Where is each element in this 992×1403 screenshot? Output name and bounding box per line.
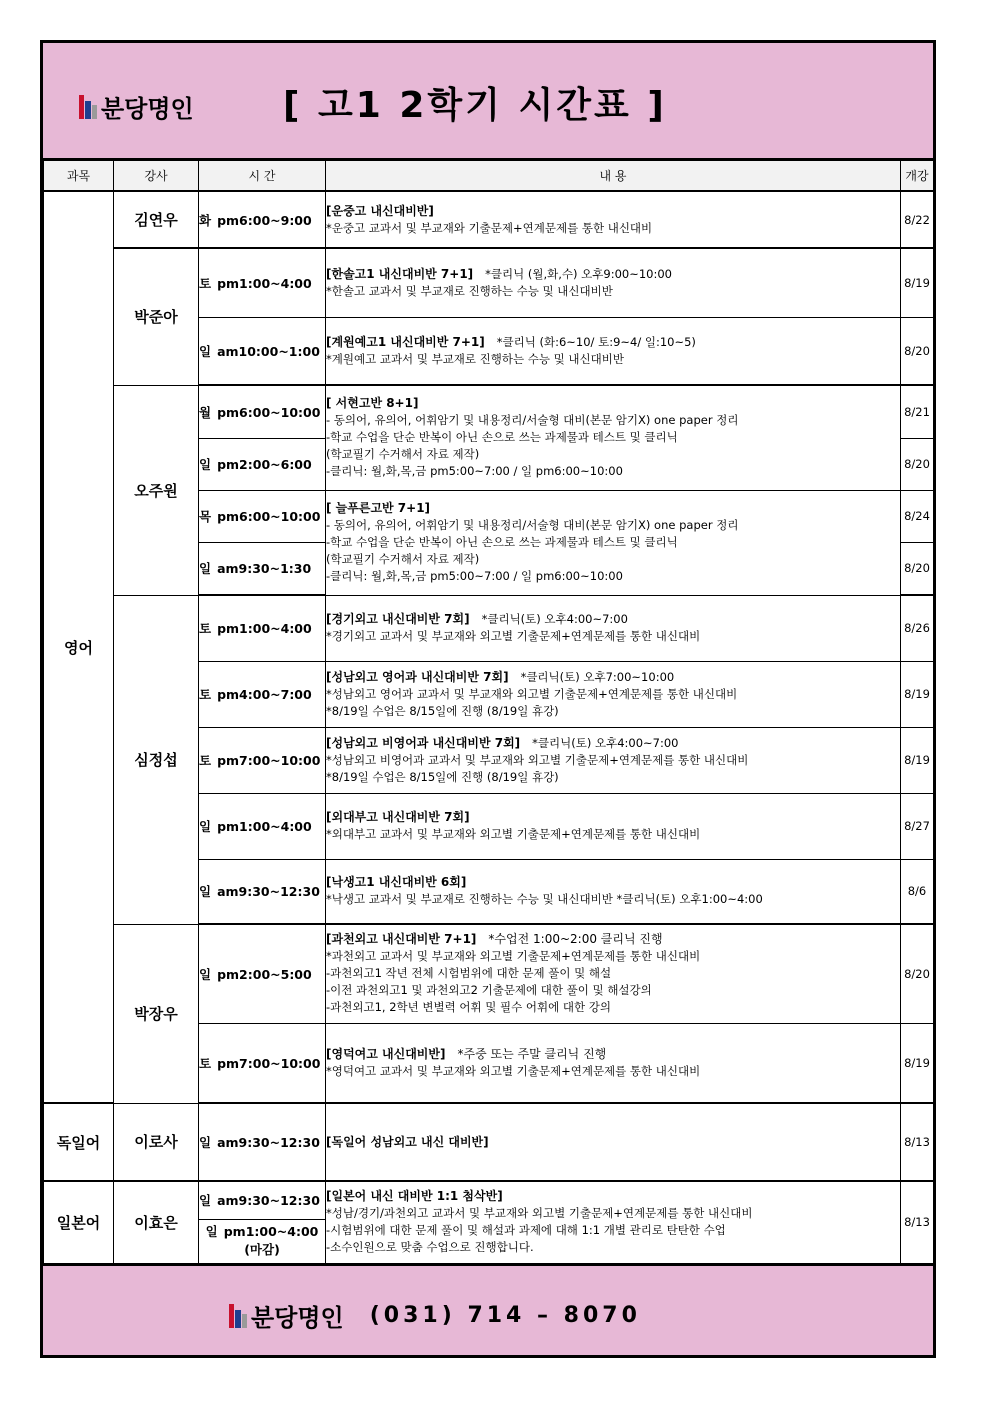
open-date: 8/13 bbox=[901, 1103, 934, 1181]
open-date: 8/19 bbox=[901, 661, 934, 727]
open-date: 8/19 bbox=[901, 1023, 934, 1103]
class-hours: am9:30~12:30 bbox=[217, 1135, 320, 1150]
class-desc: - 동의어, 유의어, 어휘암기 및 내용정리/서술형 대비(본문 암기X) one paper 정리 bbox=[326, 518, 739, 532]
class-content bbox=[326, 661, 901, 727]
class-hours: pm1:00~4:00 bbox=[217, 819, 312, 834]
class-content bbox=[326, 727, 901, 793]
subject-japanese: 일본어 bbox=[44, 1181, 114, 1263]
class-day: 월 bbox=[199, 404, 212, 420]
col-content: 내 용 bbox=[326, 161, 901, 192]
teacher-name: 김연우 bbox=[114, 191, 199, 248]
class-hours: am9:30~12:30 bbox=[217, 1193, 320, 1209]
teacher-name: 박준아 bbox=[114, 248, 199, 385]
class-time bbox=[199, 248, 326, 317]
class-desc: *한솔고 교과서 및 부교재로 진행하는 수능 및 내신대비반 bbox=[326, 283, 613, 298]
class-day: 일 bbox=[199, 819, 212, 834]
class-time bbox=[199, 1023, 326, 1103]
teacher-name: 심정섭 bbox=[114, 595, 199, 924]
class-day: 토 bbox=[199, 621, 212, 637]
class-title: [성남외고 비영어과 내신대비반 7회] bbox=[326, 735, 521, 750]
class-desc: *운중고 교과서 및 부교재와 기출문제+연계문제를 통한 내신대비 bbox=[326, 220, 653, 235]
class-title: [과천외고 내신대비반 7+1] bbox=[326, 932, 477, 947]
class-desc: -학교 수업을 단순 반복이 아닌 손으로 쓰는 과제물과 테스트 및 클리닉 bbox=[326, 535, 678, 549]
class-day: 토 bbox=[199, 687, 212, 702]
open-date: 8/21 bbox=[901, 385, 934, 438]
table-row bbox=[44, 1103, 934, 1181]
class-day: 일 bbox=[205, 1224, 218, 1239]
class-desc: *낙생고 교과서 및 부교재로 진행하는 수능 및 내신대비반 *클리닉(토) 오후1:00~4:00 bbox=[326, 892, 763, 907]
class-desc: *계원예고 교과서 및 부교재로 진행하는 수능 및 내신대비반 bbox=[326, 351, 624, 366]
class-content bbox=[326, 1023, 901, 1103]
class-content bbox=[326, 793, 901, 859]
col-open: 개강 bbox=[901, 161, 934, 192]
class-time bbox=[199, 1181, 326, 1219]
clinic-note: *클리닉(토) 오후4:00~7:00 bbox=[481, 612, 628, 626]
open-date: 8/13 bbox=[901, 1181, 934, 1263]
class-day: 일 bbox=[199, 966, 212, 982]
class-desc: -시험범위에 대한 문제 풀이 및 해설과 과제에 대해 1:1 개별 관리로 탄탄한 수업 bbox=[326, 1223, 726, 1238]
class-hours: pm7:00~10:00 bbox=[217, 753, 321, 768]
open-date: 8/24 bbox=[901, 490, 934, 542]
class-time bbox=[199, 385, 326, 438]
class-day: 토 bbox=[199, 275, 212, 291]
class-day: 일 bbox=[199, 1193, 212, 1209]
footer-brand-name: 분당명인 bbox=[251, 1304, 344, 1332]
class-desc: -과천외고1, 2학년 변별력 어휘 및 필수 어휘에 대한 강의 bbox=[326, 1000, 611, 1015]
footer-logo bbox=[229, 1298, 641, 1333]
teacher-name: 오주원 bbox=[114, 385, 199, 595]
class-hours: am9:30~1:30 bbox=[217, 561, 312, 577]
open-date: 8/26 bbox=[901, 595, 934, 661]
class-title: [영덕여고 내신대비반] bbox=[326, 1046, 446, 1061]
class-hours: pm1:00~4:00 bbox=[223, 1224, 319, 1239]
class-title: [경기외고 내신대비반 7회] bbox=[326, 612, 470, 626]
class-title: [독일어 성남외고 내신 대비반] bbox=[326, 1134, 489, 1149]
class-hours: pm6:00~9:00 bbox=[217, 212, 312, 228]
class-time bbox=[199, 438, 326, 490]
open-date: 8/27 bbox=[901, 793, 934, 859]
class-hours: pm4:00~7:00 bbox=[217, 687, 312, 702]
class-title: [ 늘푸른고반 7+1] bbox=[326, 501, 431, 515]
class-title: [운중고 내신대비반] bbox=[326, 203, 434, 218]
subject-german: 독일어 bbox=[44, 1103, 114, 1181]
open-date: 8/6 bbox=[901, 859, 934, 924]
class-day: 일 bbox=[199, 1135, 212, 1150]
brand-logo bbox=[79, 89, 194, 124]
class-content bbox=[326, 859, 901, 924]
closed-note: (마감) bbox=[244, 1242, 280, 1257]
open-date: 8/19 bbox=[901, 727, 934, 793]
class-day: 토 bbox=[199, 1055, 212, 1071]
class-title: [계원예고1 내신대비반 7+1] bbox=[326, 334, 485, 349]
class-time bbox=[199, 1219, 326, 1263]
class-desc: *성남/경기/과천외고 교과서 및 부교재와 외고별 기출문제+연계문제를 통한 내신대비 bbox=[326, 1206, 753, 1221]
clinic-note: *클리닉 (월,화,수) 오후9:00~10:00 bbox=[485, 266, 672, 281]
class-hours: am10:00~1:00 bbox=[217, 343, 320, 359]
page-title: [ 고1 2학기 시간표 ] bbox=[283, 85, 667, 126]
class-desc: - 동의어, 유의어, 어휘암기 및 내용정리/서술형 대비(본문 암기X) one paper 정리 bbox=[326, 413, 739, 428]
class-hours: pm6:00~10:00 bbox=[217, 404, 321, 420]
table-row bbox=[44, 924, 934, 1023]
clinic-note: *클리닉(토) 오후7:00~10:00 bbox=[520, 669, 675, 684]
class-desc: *영덕여고 교과서 및 부교재와 외고별 기출문제+연계문제를 통한 내신대비 bbox=[326, 1063, 701, 1078]
class-desc: *성남외고 비영어과 교과서 및 부교재와 외고별 기출문제+연계문제를 통한 내신대비 bbox=[326, 752, 749, 767]
class-desc: -클리닉: 월,화,목,금 pm5:00~7:00 / 일 pm6:00~10:00 bbox=[326, 569, 623, 583]
open-date: 8/20 bbox=[901, 317, 934, 385]
class-content bbox=[326, 595, 901, 661]
open-date: 8/19 bbox=[901, 248, 934, 317]
class-time bbox=[199, 490, 326, 542]
brand-name: 분당명인 bbox=[101, 95, 194, 123]
clinic-note: *수업전 1:00~2:00 클리닉 진행 bbox=[488, 932, 663, 947]
class-hours: am9:30~12:30 bbox=[217, 884, 320, 900]
open-date: 8/20 bbox=[901, 924, 934, 1023]
class-day: 일 bbox=[199, 343, 212, 359]
class-time bbox=[199, 924, 326, 1023]
class-desc: *성남외고 영어과 교과서 및 부교재와 외고별 기출문제+연계문제를 통한 내신대비 bbox=[326, 686, 738, 701]
class-desc: *외대부고 교과서 및 부교재와 외고별 기출문제+연계문제를 통한 내신대비 bbox=[326, 827, 701, 841]
class-time bbox=[199, 859, 326, 924]
class-day: 토 bbox=[199, 753, 212, 768]
class-desc: -클리닉: 월,화,목,금 pm5:00~7:00 / 일 pm6:00~10:00 bbox=[326, 464, 623, 479]
col-teacher: 강사 bbox=[114, 161, 199, 192]
class-title: [일본어 내신 대비반 1:1 첨삭반] bbox=[326, 1189, 503, 1204]
class-content bbox=[326, 490, 901, 595]
header-banner bbox=[43, 43, 933, 160]
class-time bbox=[199, 727, 326, 793]
class-desc: (학교필기 수거해서 자료 제작) bbox=[326, 552, 480, 566]
class-time bbox=[199, 317, 326, 385]
class-desc: -소수인원으로 맞춤 수업으로 진행합니다. bbox=[326, 1240, 534, 1255]
table-row bbox=[44, 191, 934, 248]
timetable-sheet bbox=[40, 40, 936, 1358]
table-row bbox=[44, 595, 934, 661]
class-day: 일 bbox=[199, 457, 212, 472]
class-desc: *경기외고 교과서 및 부교재와 외고별 기출문제+연계문제를 통한 내신대비 bbox=[326, 629, 701, 643]
class-time bbox=[199, 661, 326, 727]
clinic-note: *주중 또는 주말 클리닉 진행 bbox=[457, 1046, 607, 1061]
class-title: [ 서현고반 8+1] bbox=[326, 396, 419, 411]
class-title: [성남외고 영어과 내신대비반 7회] bbox=[326, 669, 509, 684]
col-time: 시 간 bbox=[199, 161, 326, 192]
class-title: [낙생고1 내신대비반 6회] bbox=[326, 875, 467, 890]
class-desc: -이전 과천외고1 및 과천외고2 기출문제에 대한 풀이 및 해설강의 bbox=[326, 983, 652, 998]
class-desc: *8/19일 수업은 8/15일에 진행 (8/19일 휴강) bbox=[326, 703, 559, 718]
class-time bbox=[199, 595, 326, 661]
teacher-name: 이효은 bbox=[114, 1181, 199, 1263]
logo-icon bbox=[79, 95, 97, 119]
class-hours: pm6:00~10:00 bbox=[217, 509, 321, 524]
clinic-note: *클리닉(토) 오후4:00~7:00 bbox=[532, 735, 679, 750]
class-desc: -학교 수업을 단순 반복이 아닌 손으로 쓰는 과제물과 테스트 및 클리닉 bbox=[326, 430, 678, 445]
open-date: 8/22 bbox=[901, 191, 934, 248]
teacher-name: 이로사 bbox=[114, 1103, 199, 1181]
class-day: 일 bbox=[199, 561, 212, 577]
footer-banner bbox=[43, 1264, 933, 1355]
table-row bbox=[44, 1181, 934, 1219]
class-desc: -과천외고1 작년 전체 시험범위에 대한 문제 풀이 및 해설 bbox=[326, 966, 612, 981]
subject-english: 영어 bbox=[44, 191, 114, 1103]
class-content bbox=[326, 1181, 901, 1263]
class-day: 일 bbox=[199, 884, 212, 900]
table-row bbox=[44, 248, 934, 317]
class-content bbox=[326, 248, 901, 317]
logo-icon bbox=[229, 1304, 247, 1328]
class-day: 목 bbox=[199, 509, 212, 524]
open-date: 8/20 bbox=[901, 438, 934, 490]
class-content bbox=[326, 1103, 901, 1181]
phone-number[interactable]: (031) 714 – 8070 bbox=[369, 1303, 641, 1328]
open-date: 8/20 bbox=[901, 542, 934, 595]
class-title: [한솔고1 내신대비반 7+1] bbox=[326, 266, 474, 281]
class-desc: (학교필기 수거해서 자료 제작) bbox=[326, 447, 480, 462]
class-desc: *과천외고 교과서 및 부교재와 외고별 기출문제+연계문제를 통한 내신대비 bbox=[326, 949, 701, 964]
class-hours: pm2:00~6:00 bbox=[217, 457, 312, 472]
class-time bbox=[199, 1103, 326, 1181]
class-desc: *8/19일 수업은 8/15일에 진행 (8/19일 휴강) bbox=[326, 769, 559, 784]
col-subject: 과목 bbox=[44, 161, 114, 192]
class-content bbox=[326, 191, 901, 248]
table-row bbox=[44, 385, 934, 438]
class-hours: pm7:00~10:00 bbox=[217, 1055, 321, 1071]
class-title: [외대부고 내신대비반 7회] bbox=[326, 810, 470, 824]
class-content bbox=[326, 385, 901, 490]
class-time bbox=[199, 191, 326, 248]
class-time bbox=[199, 542, 326, 595]
class-day: 화 bbox=[199, 212, 212, 228]
class-time bbox=[199, 793, 326, 859]
class-hours: pm1:00~4:00 bbox=[217, 275, 312, 291]
clinic-note: *클리닉 (화:6~10/ 토:9~4/ 일:10~5) bbox=[496, 334, 696, 349]
schedule-table bbox=[43, 160, 934, 1264]
class-content bbox=[326, 317, 901, 385]
table-header-row bbox=[44, 161, 934, 192]
teacher-name: 박장우 bbox=[114, 924, 199, 1103]
class-content bbox=[326, 924, 901, 1023]
class-hours: pm2:00~5:00 bbox=[217, 966, 312, 982]
class-hours: pm1:00~4:00 bbox=[217, 621, 312, 637]
